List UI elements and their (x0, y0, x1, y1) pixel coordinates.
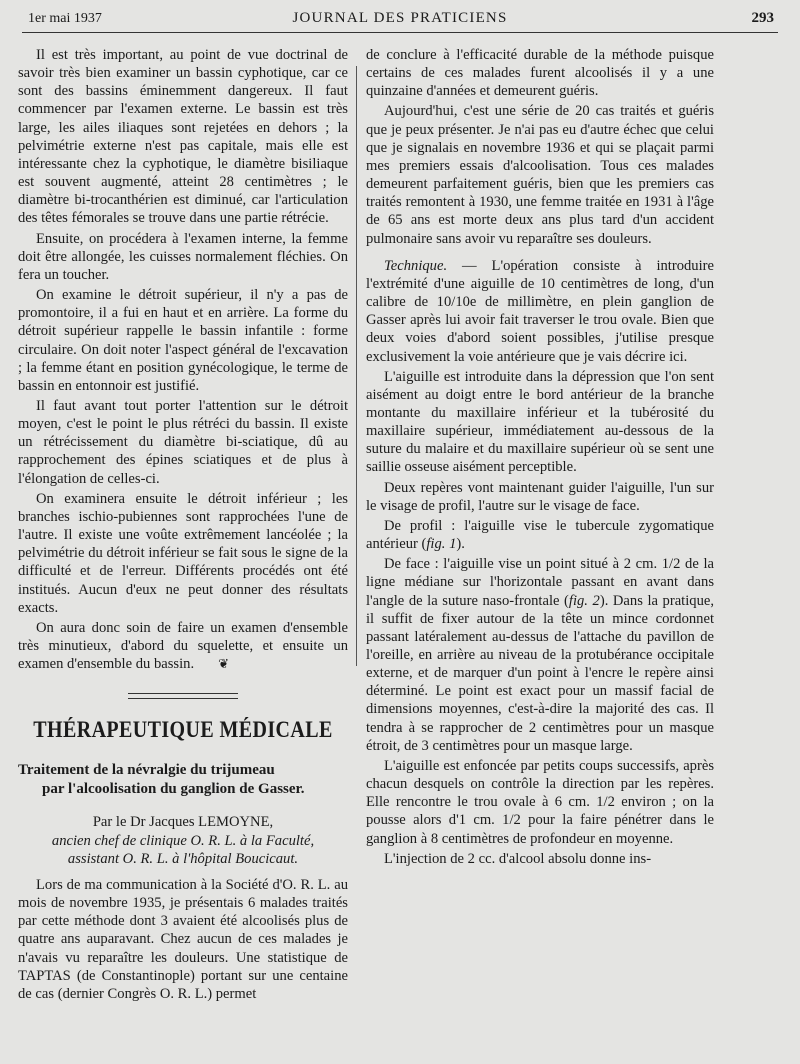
paragraph: L'injection de 2 cc. d'alcool absolu donne ins- (384, 850, 652, 867)
article-title-line: par l'alcoolisation du ganglion de Gasser. (42, 781, 305, 798)
paragraph: Il faut avant tout porter l'attention sur le détroit moyen, c'est le point le plus rétréci du bassin. Il existe un rétrécissement du diamètre bi-sciatique, dû au rapprochement des épines sciatiques et de plus à l'élongation de celles-ci. (18, 397, 348, 487)
figure-reference: fig. 2 (568, 592, 600, 609)
paragraph-text: ). (456, 536, 465, 553)
paragraph-text: De face : l'aiguille vise un point situé à 2 cm. 1/2 de la ligne médiane sur l'horizontale passant en avant dans l'angle de la suture naso-frontale ( (366, 556, 714, 609)
left-column (18, 46, 348, 1003)
paragraph: On examine le détroit supérieur, il n'y a pas de promontoire, il a fui en haut et en arrière. La forme du détroit supérieur rappelle le bassin infantile : forme circulaire. On doit noter l'aspect général de l'excavation ; la femme étant en position gynécologique, le terme de bassin en entonnoir est justifié. (18, 287, 348, 394)
article-title-line: Traitement de la névralgie du trijumeau (18, 762, 275, 779)
author-affiliation: assistant O. R. L. à l'hôpital Boucicaut. (67, 850, 299, 867)
paragraph-text: ). Dans la pratique, il suffit de fixer autour de la tête un mince cordonnet passant latéralement au-dessus de l'attache du pavillon de l'oreille, en arrière au niveau de la protubérance occipitale externe, et de marquer d'un point à l'encre le repère ainsi déterminé. Le point est exact pour un massif facial de dimensions moyennes, c'est-à-dire la majorité des cas. Il tendra à se rapprocher de 2 centimètres pour un masque étroit, de 3 centimètres pour un masque large. (366, 592, 714, 754)
paragraph: Ensuite, on procédera à l'examen interne, la femme doit être allongée, les cuisses normalement fléchies. On fera un toucher. (18, 230, 348, 283)
paragraph (366, 555, 714, 755)
double-rule-divider (128, 693, 238, 699)
paragraph: L'aiguille est enfoncée par petits coups successifs, après chacun desquels on contrôle la direction par les repères. Elle rencontre le trou ovale à 6 cm. 1/2 environ ; on la pousse alors d'1 cm. 1/2 pour la faire pénétrer dans le ganglion à 8 centimètres de profondeur en moyenne. (366, 757, 714, 847)
paragraph-text: On aura donc soin de faire un examen d'ensemble très minutieux, d'abord du squelette, et ensuite un examen d'ensemble du bassin. (18, 619, 348, 673)
column-rule (356, 66, 357, 666)
article-title (18, 761, 348, 799)
header-journal-title: JOURNAL DES PRATICIENS (292, 10, 508, 26)
paragraph-text: De profil : l'aiguille vise le tubercule zygomatique antérieur ( (366, 517, 714, 553)
header-date: 1er mai 1937 (28, 11, 102, 26)
paragraph: de conclure à l'efficacité durable de la méthode puisque certains de ces malades furent alcoolisés il y a une quinzaine d'années et demeurent guéris. (366, 47, 714, 100)
technique-label: Technique. (384, 257, 448, 274)
paragraph: L'aiguille est introduite dans la dépression que l'on sent aisément au doigt entre le bord antérieur de la branche montante du maxillaire inférieur et la tubérosité du maxillaire supérieur, immédiatement au-dessous de la suture du malaire et du maxillaire supérieur où se sent une saillie osseuse aisément perceptible. (366, 368, 714, 476)
section-title: THÉRAPEUTIQUE MÉDICALE (33, 717, 333, 743)
figure-reference: fig. 1 (426, 536, 457, 553)
paragraph: Deux repères vont maintenant guider l'aiguille, l'un sur le visage de profil, l'autre sur le visage de face. (366, 479, 714, 514)
author-affiliation: ancien chef de clinique O. R. L. à la Faculté, (51, 832, 315, 849)
paragraph: On examinera ensuite le détroit inférieur ; les branches ischio-pubiennes sont rapprochées l'une de l'autre. Il existe une voûte extrêmement lancéolée ; la pelvimétrie du détroit inférieur se fait sous le signe de la difficulté et de l'erreur. Différents procédés ont été institués. Aucun d'eux ne peut donner des résultats exacts. (18, 490, 348, 616)
fleuron-ornament-icon: ❦ (218, 656, 229, 672)
paragraph: Lors de ma communication à la Société d'O. R. L. au mois de novembre 1935, je présentais 6 malades traités par cette méthode dont 3 avaient été alcoolisés plus de quatre ans auparavant. Chez aucun de ces malades je n'avais vu reparaître les douleurs. Une statistique de TAPTAS (de Constantinople) portant sur une centaine de cas (dernier Congrès O. R. L.) permet (18, 876, 348, 1002)
author-line: Par le Dr Jacques LEMOYNE, (92, 814, 274, 831)
paragraph (366, 257, 714, 366)
right-column (366, 46, 714, 868)
paragraph (366, 517, 714, 553)
paragraph: Il est très important, au point de vue doctrinal de savoir très bien examiner un bassin cyphotique, car ce sont des bassins éminemment dangereux. Il faut commencer par l'examen externe. Le bassin est très large, les ailes iliaques sont rejetées en dehors ; la pelvimétrie externe n'est pas capitale, mais elle est intéressante chez la cyphotique, le diamètre bisiliaque est souvent augmenté, atteint 28 centimètres ; le diamètre bi-trocanthérien est diminué, car l'articulation des têtes fémorales se trouve dans une partie rétrécie. (18, 47, 348, 227)
paragraph-text: — L'opération consiste à introduire l'extrémité d'une aiguille de 10 centimètres de long, d'un calibre de 10/10e de millimètre, en plein ganglion de Gasser après lui avoir fait traverser le trou ovale. Bien que deux voies d'abord soient possibles, j'utilise presque exclusivement la voie antérieure que je vais décrire ici. (366, 257, 714, 365)
header-page-number: 293 (751, 10, 774, 26)
paragraph: Aujourd'hui, c'est une série de 20 cas traités et guéris que je peux présenter. Je n'ai pas eu d'autre échec que celui que je signalais en novembre 1936 et qui se plaçait parmi mes premiers essais d'alcoolisation. Tous ces malades demeurent parfaitement guéris, bien que les premiers cas traités remontent à 1930, une femme traitée en 1931 à l'âge de 65 ans est morte deux ans plus tard d'un accident pulmonaire sans avoir vu reparaître ses douleurs. (366, 103, 714, 247)
running-header (22, 8, 778, 33)
paragraph-end (18, 619, 348, 673)
